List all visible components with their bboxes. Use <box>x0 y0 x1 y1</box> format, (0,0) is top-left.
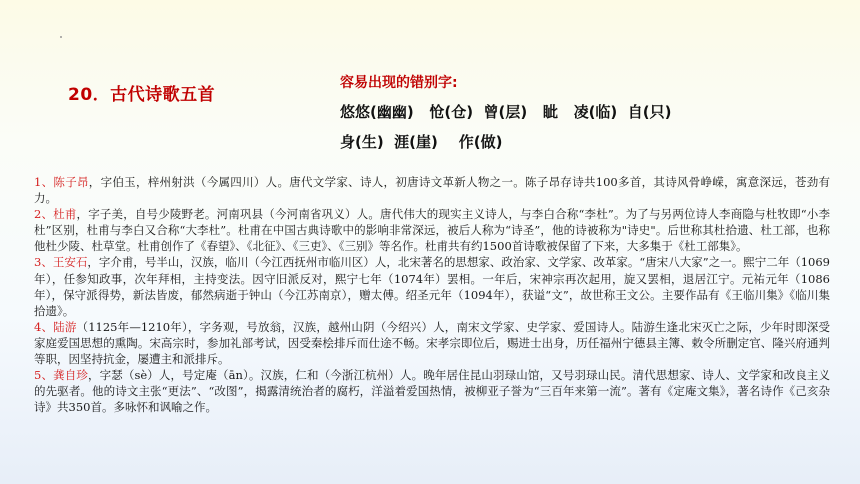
poet-biographies <box>34 174 830 415</box>
poet-entry-du-fu <box>34 206 830 254</box>
poet-name: 2、杜甫 <box>34 207 77 222</box>
poet-name: 1、陈子昂 <box>34 175 89 189</box>
poet-name: 5、龚自珍 <box>34 368 88 383</box>
typo-list-line-2: 身(生) 涯(崖) 作(做) <box>340 133 503 151</box>
decorative-dot <box>60 36 62 38</box>
poet-bio: ，字伯玉，梓州射洪（今属四川）人。唐代文学家、诗人，初唐诗文革新人物之一。陈子昂存诗共100多首，其诗风骨峥嵘，寓意深远，苍劲有力。 <box>34 175 830 206</box>
poet-name: 4、陆游 <box>34 319 77 334</box>
poet-name: 3、王安石 <box>34 255 88 270</box>
poet-entry-wang-anshi <box>34 254 830 318</box>
poet-entry-gong-zizhen <box>34 367 830 415</box>
poet-bio: ，字介甫，号半山，汉族，临川（今江西抚州市临川区）人，北宋著名的思想家、政治家、文学家、改革家。“唐宋八大家”之一。熙宁二年（1069年），任参知政事，次年拜相，主持变法。因守旧派反对，熙宁七年（1074年）罢相。一年后，宋神宗再次起用，旋又罢相，退居江宁。元祐元年（1086年），保守派得势，新法皆废，郁然病逝于钟山（今江苏南京），赠太傅。绍圣元年（1094年），获谥“文”，故世称王文公。主要作品有《王临川集》《临川集拾遗》。 <box>34 255 830 318</box>
poet-bio: （1125年—1210年），字务观，号放翁，汉族，越州山阴（今绍兴）人，南宋文学家、史学家、爱国诗人。陆游生逢北宋灭亡之际，少年时即深受家庭爱国思想的熏陶。宋高宗时，参加礼部考试，因受秦桧排斥而仕途不畅。宋孝宗即位后，赐进士出身，历任福州宁德县主簿、敕令所删定官、隆兴府通判等职，因坚持抗金，屡遭主和派排斥。 <box>34 319 830 367</box>
typo-heading: 容易出现的错别字: <box>340 75 458 91</box>
poet-bio: ，字瑟（sè）人，号定庵（ān）。汉族，仁和（今浙江杭州）人。晚年居住昆山羽琭山馆，又号羽琭山民。清代思想家、诗人、文学家和改良主义的先驱者。他的诗文主张“更法”、“改图”，揭露清统治者的腐朽，洋溢着爱国热情，被柳亚子誉为“三百年来第一流”。著有《定庵文集》，著名诗作《己亥杂诗》共350首。多咏怀和讽喻之作。 <box>34 368 830 415</box>
typo-list-line-1: 悠悠(幽幽) 怆(仓) 曾(层) 眦 凌(临) 自(只) <box>340 103 672 121</box>
poet-bio: ，字子美，自号少陵野老。河南巩县（今河南省巩义）人。唐代伟大的现实主义诗人，与李白合称“李杜”。为了与另两位诗人李商隐与杜牧即“小李杜”区别，杜甫与李白又合称“大李杜”。杜甫在中国古典诗歌中的影响非常深远，被后人称为“诗圣”，他的诗被称为"诗史"。后世称其杜拾遗、杜工部，也称他杜少陵、杜草堂。杜甫创作了《春望》、《北征》、《三吏》、《三别》等名作。杜甫共有约1500首诗歌被保留了下来，大多集于《杜工部集》。 <box>34 207 830 254</box>
poet-entry-chen-ziang <box>34 174 830 206</box>
poet-entry-lu-you <box>34 319 830 367</box>
lesson-title: 20．古代诗歌五首 <box>68 85 216 105</box>
